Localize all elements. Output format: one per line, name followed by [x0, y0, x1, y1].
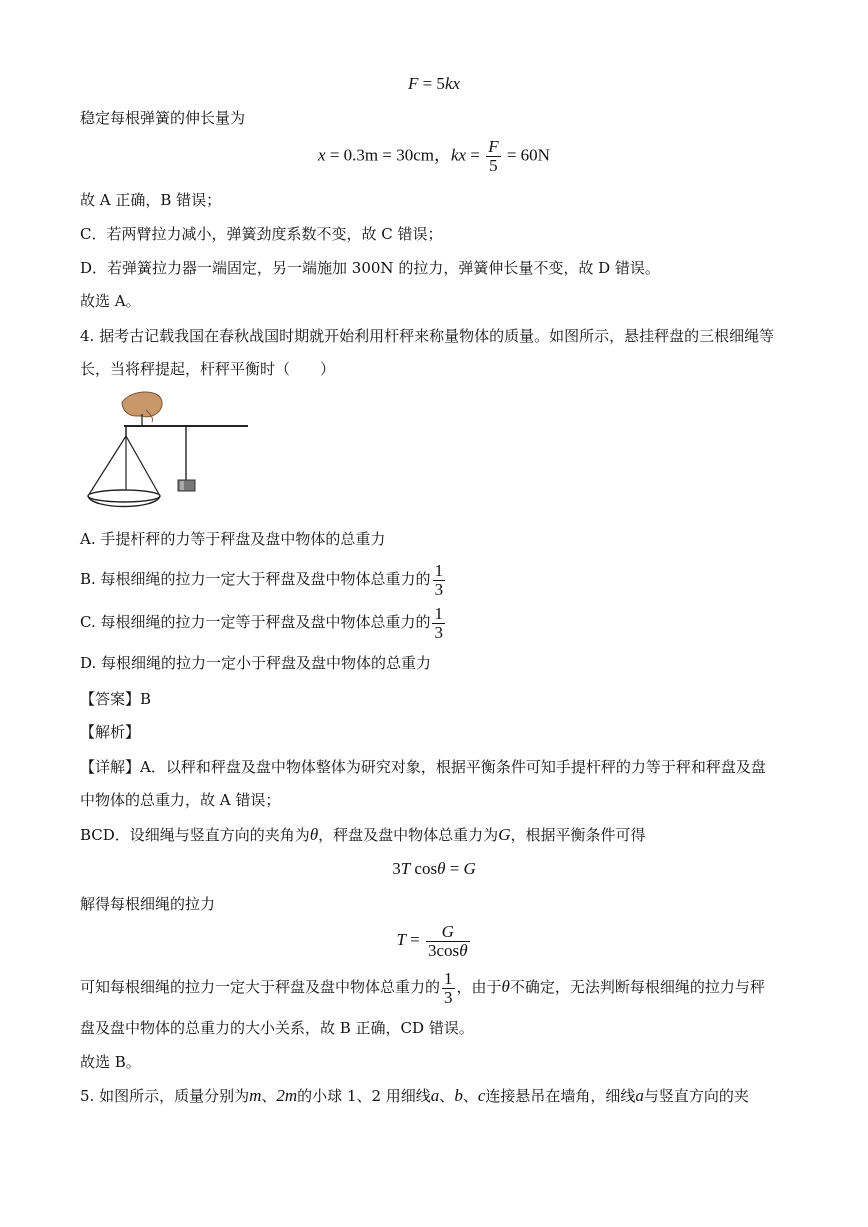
q5-stem: 5. 如图所示，质量分别为m、2m的小球 1、2 用细线a、b、c连接悬吊在墙角，细线a与竖直方向的夹: [80, 1086, 749, 1105]
eq-x-rhs: = 60N: [502, 145, 550, 165]
q4-choose: 故选 B。: [80, 1053, 141, 1071]
eq-F: F: [407, 74, 419, 93]
q4-answer: 【答案】B: [80, 690, 152, 708]
q4-detail-2: 中物体的总重力，故 A 错误；: [80, 791, 281, 809]
q4-option-a: A. 手提杆秤的力等于秤盘及盘中物体的总重力: [80, 530, 386, 548]
q4-detail-1: 【详解】A．以秤和秤盘及盘中物体整体为研究对象，根据平衡条件可知手提杆秤的力等于秤和秤盘及盘: [80, 758, 766, 776]
equation-hooke: [0, 74, 868, 94]
text-d: D．若弹簧拉力器一端固定，另一端施加 300N 的拉力，弹簧伸长量不变，故 D 错误。: [80, 259, 660, 277]
eq-x-kx: kx: [451, 145, 467, 165]
fraction-one-third-b: $\frac{1}{3}$: [434, 560, 444, 599]
option-c-text: C. 每根细绳的拉力一定等于秤盘及盘中物体总重力的: [80, 613, 431, 631]
equation-balance: 3T cosθ = G: [392, 859, 476, 878]
hand-icon: [122, 392, 162, 417]
q4-conclusion-1: 可知每根细绳的拉力一定大于秤盘及盘中物体总重力的 $\frac{1}{3}$ ，由于θ不确定，无法判断每根细绳的拉力与秤: [80, 968, 765, 1007]
eq-x-eq: =: [466, 145, 485, 165]
text-a-correct: 故 A 正确，B 错误；: [80, 191, 222, 209]
q4-option-d: D. 每根细绳的拉力一定小于秤盘及盘中物体的总重力: [80, 654, 432, 672]
text-c: C．若两臂拉力减小，弹簧劲度系数不变，故 C 错误；: [80, 225, 443, 243]
q4-stem-2: 长，当将秤提起，杆秤平衡时（ ）: [80, 360, 336, 378]
steelyard-figure: [80, 388, 260, 523]
theta-symbol: θ: [309, 825, 319, 844]
q4-conclusion-2: 盘及盘中物体的总重力的大小关系，故 B 正确，CD 错误。: [80, 1019, 474, 1037]
fraction-one-third-c: $\frac{1}{3}$: [434, 603, 443, 642]
q4-option-b: [80, 561, 447, 599]
frac-num: F: [488, 137, 499, 156]
text-choose-a: 故选 A。: [80, 292, 141, 310]
equation-tension: T = $\frac{G}{3\cos\theta}$: [396, 921, 468, 960]
option-b-text: B. 每根细绳的拉力一定大于秤盘及盘中物体总重力的: [80, 570, 431, 588]
fraction-one-third-concl: $\frac{1}{3}$: [444, 968, 453, 1007]
eq-x-var: x: [318, 145, 326, 165]
fraction-F-over-5: [486, 138, 500, 175]
eq-x-sep: ，: [434, 145, 451, 165]
q4-analysis-heading: 【解析】: [80, 723, 141, 741]
text-stable: 稳定每根弹簧的伸长量为: [80, 109, 246, 127]
q4-solve: 解得每根细绳的拉力: [80, 895, 216, 913]
q4-bcd-line: BCD．设细绳与竖直方向的夹角为θ，秤盘及盘中物体总重力为G，根据平衡条件可得: [80, 825, 646, 844]
eq-mid: = 5: [418, 74, 445, 93]
equation-extension: [0, 138, 868, 175]
q4-stem-1: 4. 据考古记载我国在春秋战国时期就开始利用杆秤来称量物体的质量。如图所示，悬挂秤盘的三根细绳等: [80, 327, 775, 345]
eq-x-val: = 0.3m = 30cm: [325, 145, 434, 165]
G-symbol: G: [498, 825, 511, 844]
eq-kx: kx: [444, 74, 461, 93]
frac-den: 5: [489, 156, 498, 175]
fraction-G-over-3cos: $\frac{G}{3\cos\theta}$: [428, 921, 468, 960]
q4-option-c: [80, 604, 447, 642]
